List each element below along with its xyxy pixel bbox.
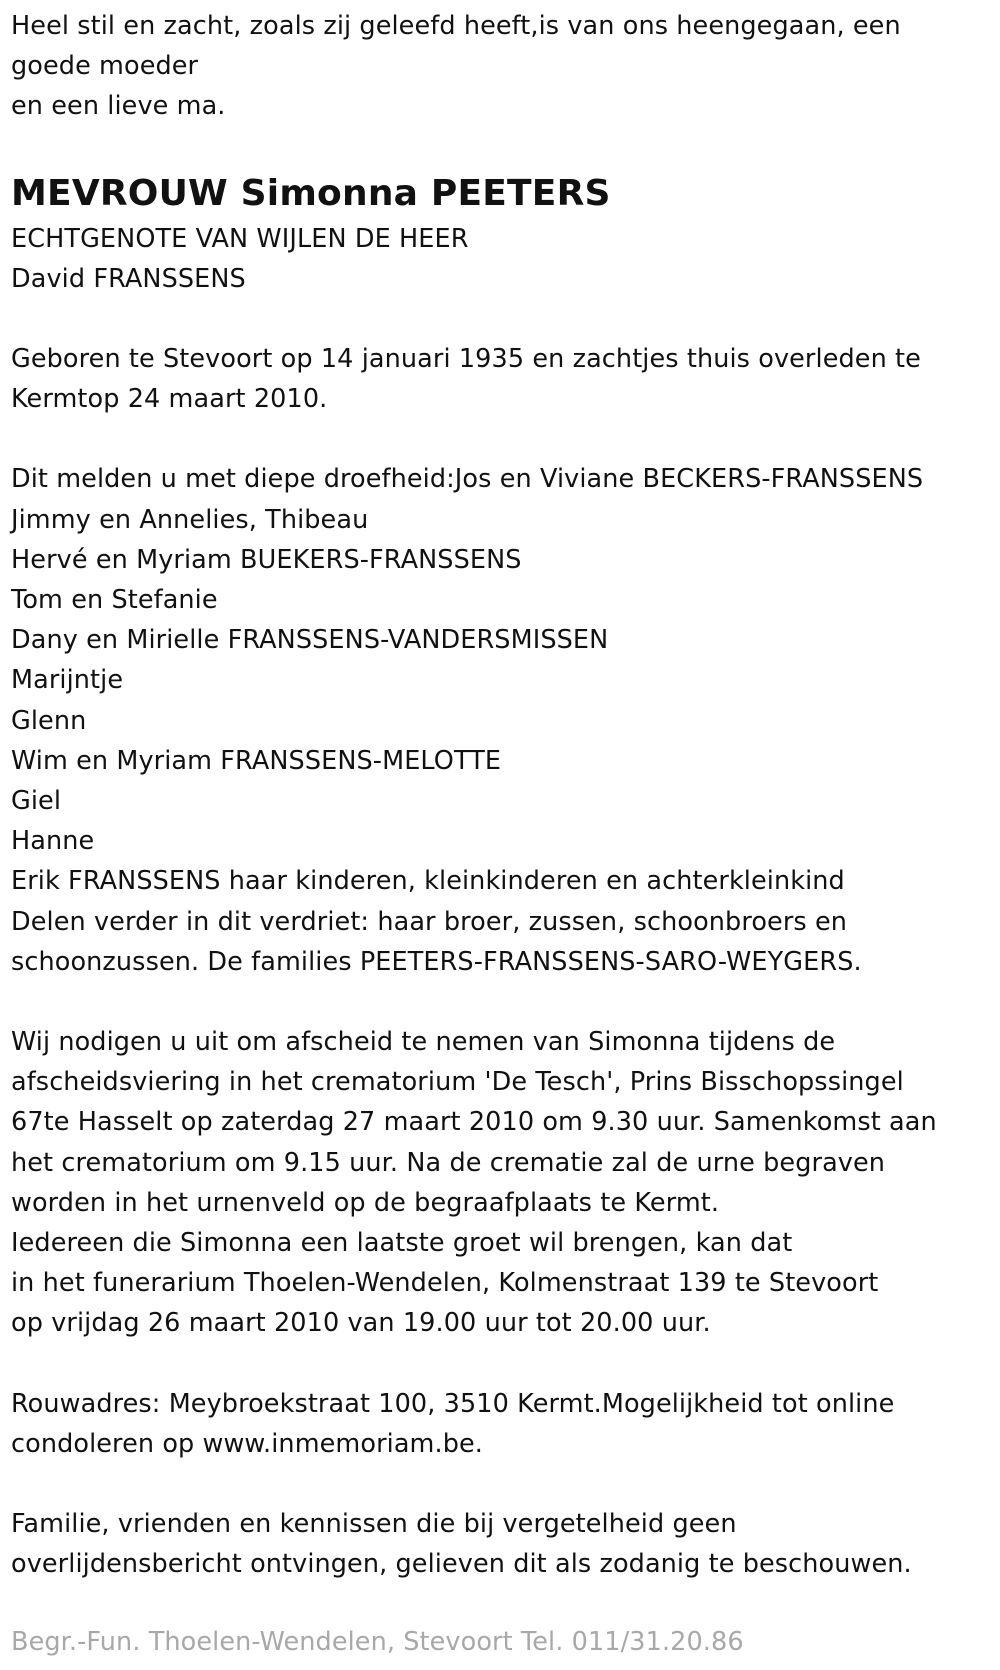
notice-section bbox=[11, 1504, 1000, 1584]
family-line: Dit melden u met diepe droefheid:Jos en Viviane BECKERS-FRANSSENS bbox=[11, 464, 924, 495]
ceremony-line: Iedereen die Simonna een laatste groet wil brengen, kan dat bbox=[11, 1228, 793, 1259]
notice-line: Familie, vrienden en kennissen die bij vergetelheid geen bbox=[11, 1509, 737, 1540]
intro-line: Heel stil en zacht, zoals zij geleefd heeft,is van ons heengegaan, een bbox=[11, 11, 901, 41]
spacer bbox=[11, 1344, 1000, 1384]
spacer bbox=[11, 419, 1000, 459]
spacer bbox=[11, 127, 1000, 169]
family-line: Wim en Myriam FRANSSENS-MELOTTE bbox=[11, 745, 502, 776]
ceremony-section bbox=[11, 1022, 1000, 1344]
ceremony-line: 67te Hasselt op zaterdag 27 maart 2010 om 9.30 uur. Samenkomst aan bbox=[11, 1107, 937, 1138]
deceased-name: MEVROUW Simonna PEETERS bbox=[11, 172, 611, 214]
intro-line: goede moeder bbox=[11, 51, 199, 82]
family-line: Tom en Stefanie bbox=[11, 585, 218, 616]
family-section bbox=[11, 459, 1000, 982]
address-section bbox=[11, 1384, 1000, 1464]
family-line: Dany en Mirielle FRANSSENS-VANDERSMISSEN bbox=[11, 625, 609, 656]
birth-line: Geboren te Stevoort op 14 januari 1935 en zachtjes thuis overleden te bbox=[11, 344, 921, 375]
address-line: condoleren op www.inmemoriam.be. bbox=[11, 1428, 483, 1459]
birth-section bbox=[11, 339, 1000, 419]
ceremony-line: het crematorium om 9.15 uur. Na de crematie zal de urne begraven bbox=[11, 1147, 886, 1178]
ceremony-line: Wij nodigen u uit om afscheid te nemen van Simonna tijdens de bbox=[11, 1027, 836, 1058]
birth-line: Kermtop 24 maart 2010. bbox=[11, 384, 328, 415]
family-line: Hanne bbox=[11, 826, 95, 857]
spouse-section bbox=[11, 219, 1000, 299]
family-line: Hervé en Myriam BUEKERS-FRANSSENS bbox=[11, 544, 522, 575]
family-line: Marijntje bbox=[11, 665, 124, 696]
family-line: Giel bbox=[11, 786, 62, 817]
family-line: Erik FRANSSENS haar kinderen, kleinkinderen en achterkleinkind bbox=[11, 866, 845, 897]
funeral-home-footer: Begr.-Fun. Thoelen-Wendelen, Stevoort Tel. 011/31.20.86 bbox=[11, 1627, 744, 1657]
intro-line: en een lieve ma. bbox=[11, 91, 226, 122]
ceremony-line: afscheidsviering in het crematorium 'De Tesch', Prins Bisschopssingel bbox=[11, 1067, 904, 1098]
intro-section bbox=[11, 6, 1000, 127]
family-line: Glenn bbox=[11, 705, 87, 736]
spacer bbox=[11, 982, 1000, 1022]
ceremony-line: in het funerarium Thoelen-Wendelen, Kolmenstraat 139 te Stevoort bbox=[11, 1268, 879, 1299]
spacer bbox=[11, 1464, 1000, 1504]
family-line: Delen verder in dit verdriet: haar broer, zussen, schoonbroers en bbox=[11, 906, 848, 937]
spacer bbox=[11, 299, 1000, 339]
ceremony-line: worden in het urnenveld op de begraafplaats te Kermt. bbox=[11, 1187, 720, 1218]
notice-line: overlijdensbericht ontvingen, gelieven dit als zodanig te beschouwen. bbox=[11, 1549, 912, 1580]
address-line: Rouwadres: Meybroekstraat 100, 3510 Kermt.Mogelijkheid tot online bbox=[11, 1388, 895, 1419]
family-line: Jimmy en Annelies, Thibeau bbox=[11, 504, 369, 535]
spouse-line: David FRANSSENS bbox=[11, 263, 246, 294]
ceremony-line: op vrijdag 26 maart 2010 van 19.00 uur tot 20.00 uur. bbox=[11, 1308, 711, 1339]
spouse-line: ECHTGENOTE VAN WIJLEN DE HEER bbox=[11, 223, 469, 254]
family-line: schoonzussen. De families PEETERS-FRANSSENS-SARO-WEYGERS. bbox=[11, 946, 862, 977]
